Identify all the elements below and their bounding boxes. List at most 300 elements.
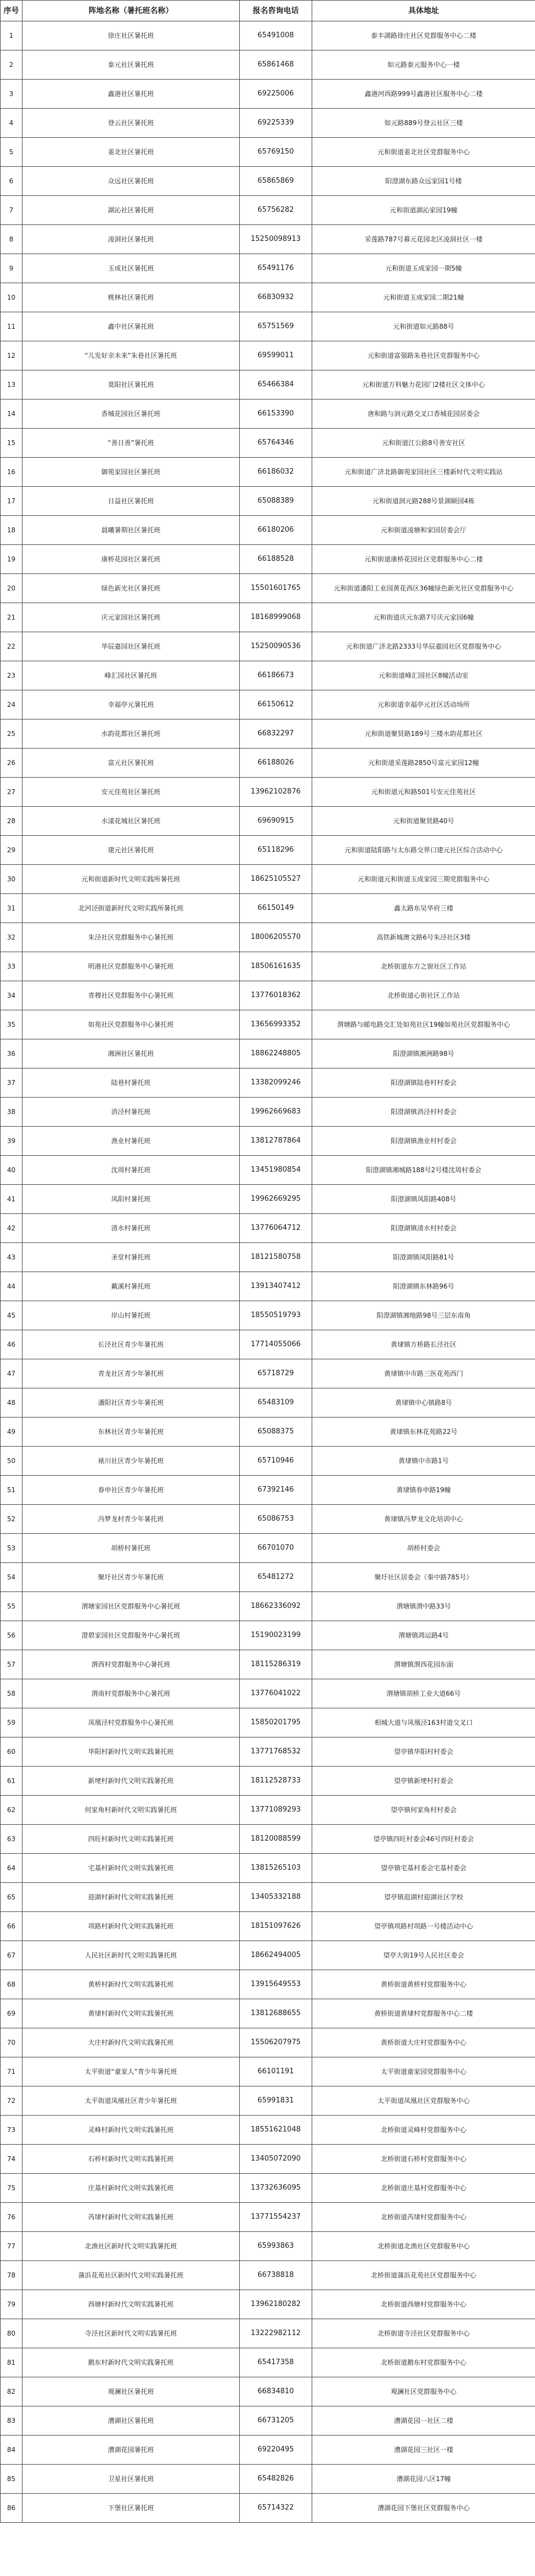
signup-phone: 65491008	[240, 21, 312, 50]
program-name: 何家角村新时代文明实践暑托班	[22, 1796, 240, 1825]
row-index: 16	[1, 458, 22, 487]
row-index: 31	[1, 894, 22, 923]
program-address: 望亭镇华阳村村委会	[312, 1737, 535, 1767]
table-row	[1, 516, 535, 545]
program-address: 元和街道润元路288号景湖颐园4栋	[312, 487, 535, 516]
row-index: 21	[1, 603, 22, 632]
program-name: 北河泾街道新时代文明实践所暑托班	[22, 894, 240, 923]
program-name: 新埂村新时代文明实践暑托班	[22, 1767, 240, 1796]
program-address: 望亭镇新埂村村委会	[312, 1767, 535, 1796]
table-row	[1, 1272, 535, 1301]
program-address: 漕湖花园八区17幢	[312, 2465, 535, 2494]
table-row	[1, 1447, 535, 1476]
table-row	[1, 225, 535, 254]
program-name: 陆巷村暑托班	[22, 1068, 240, 1098]
row-index: 51	[1, 1476, 22, 1505]
header-phone: 报名咨询电话	[240, 1, 312, 21]
program-address: 黄埭镇中市路三医花苑西门	[312, 1359, 535, 1388]
row-index: 4	[1, 109, 22, 138]
row-index: 47	[1, 1359, 22, 1388]
signup-phone: 15501601765	[240, 574, 312, 603]
program-address: 望亭大街19号人民社区委会	[312, 1941, 535, 1970]
signup-phone: 65861468	[240, 50, 312, 80]
program-name: 水韵花都社区暑托班	[22, 719, 240, 749]
program-name: 四旺村新时代文明实践暑托班	[22, 1825, 240, 1854]
row-index: 14	[1, 400, 22, 429]
signup-phone: 13382099246	[240, 1068, 312, 1098]
table-row	[1, 1941, 535, 1970]
program-address: 元和街道庆元东路7号庆元家园6幢	[312, 603, 535, 632]
program-address: 黄埭镇方桥路长泾社区	[312, 1330, 535, 1359]
table-row	[1, 80, 535, 109]
row-index: 82	[1, 2377, 22, 2406]
row-index: 13	[1, 370, 22, 400]
row-index: 41	[1, 1185, 22, 1214]
signup-phone: 65482826	[240, 2465, 312, 2494]
signup-phone: 66180206	[240, 516, 312, 545]
signup-phone: 65718729	[240, 1359, 312, 1388]
row-index: 32	[1, 923, 22, 952]
program-address: 元和街道元和路501号安元佳苑社区	[312, 778, 535, 807]
row-index: 86	[1, 2494, 22, 2523]
row-index: 23	[1, 661, 22, 690]
program-address: 望亭镇何家角村村委会	[312, 1796, 535, 1825]
program-name: 莫阳社区暑托班	[22, 370, 240, 400]
row-index: 60	[1, 1737, 22, 1767]
signup-phone: 13962180282	[240, 2290, 312, 2319]
program-address: 阳澄湖镇消泾村村委会	[312, 1098, 535, 1127]
program-name: 下堡社区暑托班	[22, 2494, 240, 2523]
program-address: 聚圩社区居委会（秦中路785号）	[312, 1563, 535, 1592]
signup-phone: 65764346	[240, 429, 312, 458]
program-name: 春申社区青少年暑托班	[22, 1476, 240, 1505]
program-name: 宅基村新时代文明实践暑托班	[22, 1854, 240, 1883]
row-index: 72	[1, 2086, 22, 2116]
program-name: 漕湖花园暑托班	[22, 2436, 240, 2465]
program-address: 黄桥街道大庄村党群服务中心	[312, 2028, 535, 2057]
program-name: 安元佳苑社区暑托班	[22, 778, 240, 807]
program-name: 蒲浜花苑社区新时代文明实践暑托班	[22, 2261, 240, 2290]
table-row	[1, 719, 535, 749]
signup-phone: 18115286319	[240, 1650, 312, 1679]
program-name: 香城花园社区暑托班	[22, 400, 240, 429]
row-index: 71	[1, 2057, 22, 2086]
signup-phone: 65993863	[240, 2232, 312, 2261]
row-index: 28	[1, 807, 22, 836]
table-row	[1, 545, 535, 574]
signup-phone: 13771768532	[240, 1737, 312, 1767]
table-row	[1, 1418, 535, 1447]
program-name: 圣堂村暑托班	[22, 1243, 240, 1272]
signup-phone: 65865869	[240, 167, 312, 196]
row-index: 17	[1, 487, 22, 516]
program-address: 漕湖花园下堡社区党群服务中心	[312, 2494, 535, 2523]
program-address: 渭塘镇渭中路33号	[312, 1592, 535, 1621]
row-index: 62	[1, 1796, 22, 1825]
signup-phone: 13812787864	[240, 1127, 312, 1156]
row-index: 29	[1, 836, 22, 865]
program-name: 芮埭村新时代文明实践暑托班	[22, 2203, 240, 2232]
program-name: 东林社区青少年暑托班	[22, 1418, 240, 1447]
table-row	[1, 1534, 535, 1563]
signup-phone: 18151097626	[240, 1912, 312, 1941]
table-row	[1, 370, 535, 400]
program-address: 渭塘镇渭西花园东面	[312, 1650, 535, 1679]
header-address: 具体地址	[312, 1, 535, 21]
program-name: 青穆社区党群服务中心暑托班	[22, 981, 240, 1010]
signup-phone: 13776041022	[240, 1679, 312, 1708]
row-index: 19	[1, 545, 22, 574]
signup-phone: 15850201795	[240, 1708, 312, 1737]
program-address: 望亭镇四旺村委会46号四旺村委会	[312, 1825, 535, 1854]
program-address: 高铁新城澳文路6号朱泾社区3楼	[312, 923, 535, 952]
signup-phone: 13732636095	[240, 2174, 312, 2203]
program-address: 阳澄湖镇湘洲路98号	[312, 1039, 535, 1068]
program-name: “儿发好亲未来”朱巷社区暑托班	[22, 341, 240, 370]
signup-phone: 13771554237	[240, 2203, 312, 2232]
signup-phone: 13915649553	[240, 1970, 312, 1999]
signup-phone: 66701070	[240, 1534, 312, 1563]
program-name: 聚圩社区青少年暑托班	[22, 1563, 240, 1592]
program-address: 北桥街道蒲浜花苑社区党群服务中心	[312, 2261, 535, 2290]
signup-phone: 18112528733	[240, 1767, 312, 1796]
table-row	[1, 1098, 535, 1127]
table-row	[1, 1854, 535, 1883]
program-address: 元和街道康桥花园社区党群服务中心二楼	[312, 545, 535, 574]
row-index: 83	[1, 2406, 22, 2436]
table-row	[1, 807, 535, 836]
table-row	[1, 1883, 535, 1912]
table-row	[1, 138, 535, 167]
signup-phone: 13815265103	[240, 1854, 312, 1883]
row-index: 27	[1, 778, 22, 807]
program-name: 戴溪村暑托班	[22, 1272, 240, 1301]
program-address: 北桥街道东方之窗社区工作站	[312, 952, 535, 981]
program-address: 观澜社区党群服务中心	[312, 2377, 535, 2406]
table-row	[1, 1127, 535, 1156]
table-row	[1, 1999, 535, 2028]
row-index: 56	[1, 1621, 22, 1650]
row-index: 68	[1, 1970, 22, 1999]
program-name: 潘阳社区青少年暑托班	[22, 1388, 240, 1418]
signup-phone: 19962669295	[240, 1185, 312, 1214]
row-index: 36	[1, 1039, 22, 1068]
table-row	[1, 1505, 535, 1534]
program-address: 黄桥街道黄埭村党群服务中心二楼	[312, 1999, 535, 2028]
signup-phone: 66186673	[240, 661, 312, 690]
signup-phone: 65118296	[240, 836, 312, 865]
program-address: 元和街道采莲路2850号富元家园12幢	[312, 749, 535, 778]
program-name: 鑫中社区暑托班	[22, 312, 240, 341]
program-name: 灵峰村新时代文明实践暑托班	[22, 2116, 240, 2145]
table-row	[1, 1708, 535, 1737]
table-row	[1, 2319, 535, 2348]
row-index: 8	[1, 225, 22, 254]
signup-phone: 65991831	[240, 2086, 312, 2116]
table-body	[1, 21, 535, 2523]
signup-phone: 66153390	[240, 400, 312, 429]
signup-phone: 66150149	[240, 894, 312, 923]
table-row	[1, 458, 535, 487]
table-row	[1, 778, 535, 807]
row-index: 50	[1, 1447, 22, 1476]
signup-phone: 66188528	[240, 545, 312, 574]
program-address: 黄埭镇春申路19幢	[312, 1476, 535, 1505]
table-row	[1, 167, 535, 196]
table-row	[1, 109, 535, 138]
program-address: 元和街道江公路8号善安社区	[312, 429, 535, 458]
program-address: 元和街道聚贤路189号三楼水韵花都社区	[312, 719, 535, 749]
table-row	[1, 749, 535, 778]
row-index: 39	[1, 1127, 22, 1156]
table-row	[1, 1068, 535, 1098]
program-address: 元和街道峰汇园社区8幢活动室	[312, 661, 535, 690]
program-address: 渭塘镇胡桥工业大道66号	[312, 1679, 535, 1708]
program-address: 元和街道陆阳路与太东路交界口建元社区综合活动中心	[312, 836, 535, 865]
signup-phone: 65710946	[240, 1447, 312, 1476]
program-name: 鹅东村新时代文明实践暑托班	[22, 2348, 240, 2377]
program-address: 元和街道万科魅力花园门2楼社区文体中心	[312, 370, 535, 400]
program-name: 清水村暑托班	[22, 1214, 240, 1243]
program-name: 湘洲社区暑托班	[22, 1039, 240, 1068]
table-row	[1, 487, 535, 516]
program-name: 凤阳村暑托班	[22, 1185, 240, 1214]
program-name: 水漾花城社区暑托班	[22, 807, 240, 836]
table-row	[1, 2494, 535, 2523]
row-index: 67	[1, 1941, 22, 1970]
program-address: 北桥街道灵峰村党群服务中心	[312, 2116, 535, 2145]
table-row	[1, 2232, 535, 2261]
program-address: 阳澄湖东路众远家园1号楼	[312, 167, 535, 196]
program-name: 寺泾社区新时代文明实践暑托班	[22, 2319, 240, 2348]
table-row	[1, 1330, 535, 1359]
program-address: 元和街道湖沁家园19幢	[312, 196, 535, 225]
signup-phone: 18168999068	[240, 603, 312, 632]
row-index: 55	[1, 1592, 22, 1621]
program-address: 元和街道凌塘和家园居委会厅	[312, 516, 535, 545]
row-index: 30	[1, 865, 22, 894]
table-row	[1, 2116, 535, 2145]
program-name: 迎湖村新时代文明实践暑托班	[22, 1883, 240, 1912]
signup-phone: 66101191	[240, 2057, 312, 2086]
signup-phone: 13656993352	[240, 1010, 312, 1039]
signup-phone: 65466384	[240, 370, 312, 400]
program-name: 北渔社区新时代文明实践暑托班	[22, 2232, 240, 2261]
program-address: 元和街道聚贤路40号	[312, 807, 535, 836]
program-name: 元和街道新时代文明实践所暑托班	[22, 865, 240, 894]
program-name: 黄埭村新时代文明实践暑托班	[22, 1999, 240, 2028]
program-address: 渭塘路与邮电路交汇处如苑社区19幢如苑社区党群服务中心	[312, 1010, 535, 1039]
program-name: 徐庄社区暑托班	[22, 21, 240, 50]
signup-phone: 13776064712	[240, 1214, 312, 1243]
program-name: 黄桥村新时代文明实践暑托班	[22, 1970, 240, 1999]
table-row	[1, 2465, 535, 2494]
program-address: 北桥街道石桥村党群服务中心	[312, 2145, 535, 2174]
row-index: 49	[1, 1418, 22, 1447]
row-index: 84	[1, 2436, 22, 2465]
program-name: 庄基村新时代文明实践暑托班	[22, 2174, 240, 2203]
row-index: 18	[1, 516, 22, 545]
row-index: 52	[1, 1505, 22, 1534]
row-index: 15	[1, 429, 22, 458]
row-index: 44	[1, 1272, 22, 1301]
program-name: 日益社区暑托班	[22, 487, 240, 516]
table-row	[1, 1243, 535, 1272]
program-name: 湖沁社区暑托班	[22, 196, 240, 225]
signup-phone: 13812688655	[240, 1999, 312, 2028]
signup-phone: 65769150	[240, 138, 312, 167]
program-name: 人民社区新时代文明实践暑托班	[22, 1941, 240, 1970]
row-index: 7	[1, 196, 22, 225]
table-row	[1, 400, 535, 429]
table-row	[1, 2290, 535, 2319]
program-name: 明港社区党群服务中心暑托班	[22, 952, 240, 981]
program-address: 漕湖花园一社区二楼	[312, 2406, 535, 2436]
signup-phone: 18006205570	[240, 923, 312, 952]
row-index: 1	[1, 21, 22, 50]
program-address: 元和街道如元路88号	[312, 312, 535, 341]
program-address: 黄埭镇中心镇路8号	[312, 1388, 535, 1418]
signup-phone: 18506161635	[240, 952, 312, 981]
signup-phone: 15250098913	[240, 225, 312, 254]
table-row	[1, 254, 535, 283]
row-index: 73	[1, 2116, 22, 2145]
signup-phone: 15506207975	[240, 2028, 312, 2057]
row-index: 65	[1, 1883, 22, 1912]
program-address: 鑫港河西路999号鑫港社区服务中心二楼	[312, 80, 535, 109]
table-row	[1, 690, 535, 719]
signup-phone: 18662336092	[240, 1592, 312, 1621]
program-name: 沈周村暑托班	[22, 1156, 240, 1185]
program-name: 绿色新光社区暑托班	[22, 574, 240, 603]
program-name: 华辰嘉园社区暑托班	[22, 632, 240, 661]
table-row	[1, 2057, 535, 2086]
program-name: 卫星社区暑托班	[22, 2465, 240, 2494]
row-index: 35	[1, 1010, 22, 1039]
signup-phone: 65751569	[240, 312, 312, 341]
program-address: 阳澄湖镇清水村村委会	[312, 1214, 535, 1243]
table-row	[1, 1185, 535, 1214]
table-row	[1, 894, 535, 923]
row-index: 24	[1, 690, 22, 719]
table-row	[1, 1825, 535, 1854]
program-address: 元和街道姜北社区党群服务中心	[312, 138, 535, 167]
row-index: 26	[1, 749, 22, 778]
row-index: 40	[1, 1156, 22, 1185]
row-index: 2	[1, 50, 22, 80]
program-name: 消泾村暑托班	[22, 1098, 240, 1127]
program-name: 峰汇园社区暑托班	[22, 661, 240, 690]
row-index: 77	[1, 2232, 22, 2261]
table-row	[1, 1039, 535, 1068]
row-index: 45	[1, 1301, 22, 1330]
program-address: 阳澄湖镇湘地路98号三层东南角	[312, 1301, 535, 1330]
table-row	[1, 2086, 535, 2116]
program-name: 漕湖社区暑托班	[22, 2406, 240, 2436]
row-index: 85	[1, 2465, 22, 2494]
row-index: 38	[1, 1098, 22, 1127]
program-name: 凌洞社区暑托班	[22, 225, 240, 254]
program-name: 登云社区暑托班	[22, 109, 240, 138]
table-row	[1, 21, 535, 50]
row-index: 6	[1, 167, 22, 196]
program-address: 元和街道幸福亭元社区活动场所	[312, 690, 535, 719]
table-row	[1, 2377, 535, 2406]
program-name: 大庄村新时代文明实践暑托班	[22, 2028, 240, 2057]
row-index: 76	[1, 2203, 22, 2232]
program-name: 长泾社区青少年暑托班	[22, 1330, 240, 1359]
program-name: 富元社区暑托班	[22, 749, 240, 778]
program-name: 冯梦龙村青少年暑托班	[22, 1505, 240, 1534]
program-address: 太平街道凤凰社区党群服务中心	[312, 2086, 535, 2116]
program-address: 元和街道潘阳工业园黄花西区36幢绿色新光社区党群服务中心	[312, 574, 535, 603]
table-row	[1, 923, 535, 952]
table-row	[1, 312, 535, 341]
row-index: 59	[1, 1708, 22, 1737]
program-name: 项路村新时代文明实践暑托班	[22, 1912, 240, 1941]
signup-phone: 66834810	[240, 2377, 312, 2406]
signup-phone: 18550519793	[240, 1301, 312, 1330]
row-index: 79	[1, 2290, 22, 2319]
program-name: “善日善”暑托班	[22, 429, 240, 458]
program-name: 如苑社区党群服务中心暑托班	[22, 1010, 240, 1039]
signup-phone: 13962102876	[240, 778, 312, 807]
program-address: 望亭镇迎湖村迎湖社区学校	[312, 1883, 535, 1912]
row-index: 48	[1, 1388, 22, 1418]
row-index: 74	[1, 2145, 22, 2174]
program-address: 阳澄湖镇凤阳路81号	[312, 1243, 535, 1272]
row-index: 20	[1, 574, 22, 603]
table-row	[1, 1156, 535, 1185]
table-row	[1, 1214, 535, 1243]
table-row	[1, 2406, 535, 2436]
signup-phone: 13451980854	[240, 1156, 312, 1185]
header-name: 阵地名称（暑托班名称）	[22, 1, 240, 21]
table-row	[1, 2203, 535, 2232]
row-index: 11	[1, 312, 22, 341]
signup-phone: 13913407412	[240, 1272, 312, 1301]
row-index: 81	[1, 2348, 22, 2377]
program-address: 元和街道广济北路御苑家园社区三楼新时代文明实践站	[312, 458, 535, 487]
program-name: 太平街道“童家人”青少年暑托班	[22, 2057, 240, 2086]
program-address: 元和街道广济北路2333号华辰嘉园社区党群服务中心	[312, 632, 535, 661]
signup-phone: 65088375	[240, 1418, 312, 1447]
row-index: 64	[1, 1854, 22, 1883]
table-row	[1, 429, 535, 458]
header-row	[1, 1, 535, 21]
row-index: 10	[1, 283, 22, 312]
program-address: 泰丰湖路徐庄社区党群服务中心二楼	[312, 21, 535, 50]
program-address: 元和街道富强路朱巷社区党群服务中心	[312, 341, 535, 370]
table-row	[1, 1650, 535, 1679]
program-address: 如元路889号登云社区三楼	[312, 109, 535, 138]
program-address: 太平街道童家园党群服务中心	[312, 2057, 535, 2086]
program-address: 北桥街道北渔社区党群服务中心	[312, 2232, 535, 2261]
row-index: 54	[1, 1563, 22, 1592]
row-index: 70	[1, 2028, 22, 2057]
table-row	[1, 1679, 535, 1708]
table-row	[1, 1621, 535, 1650]
signup-phone: 66738818	[240, 2261, 312, 2290]
program-name: 渭西村党群服务中心暑托班	[22, 1650, 240, 1679]
program-name: 建元社区暑托班	[22, 836, 240, 865]
signup-phone: 66830932	[240, 283, 312, 312]
program-name: 泰元社区暑托班	[22, 50, 240, 80]
signup-phone: 18662494005	[240, 1941, 312, 1970]
signup-phone: 19962669683	[240, 1098, 312, 1127]
table-row	[1, 865, 535, 894]
signup-phone: 65086753	[240, 1505, 312, 1534]
